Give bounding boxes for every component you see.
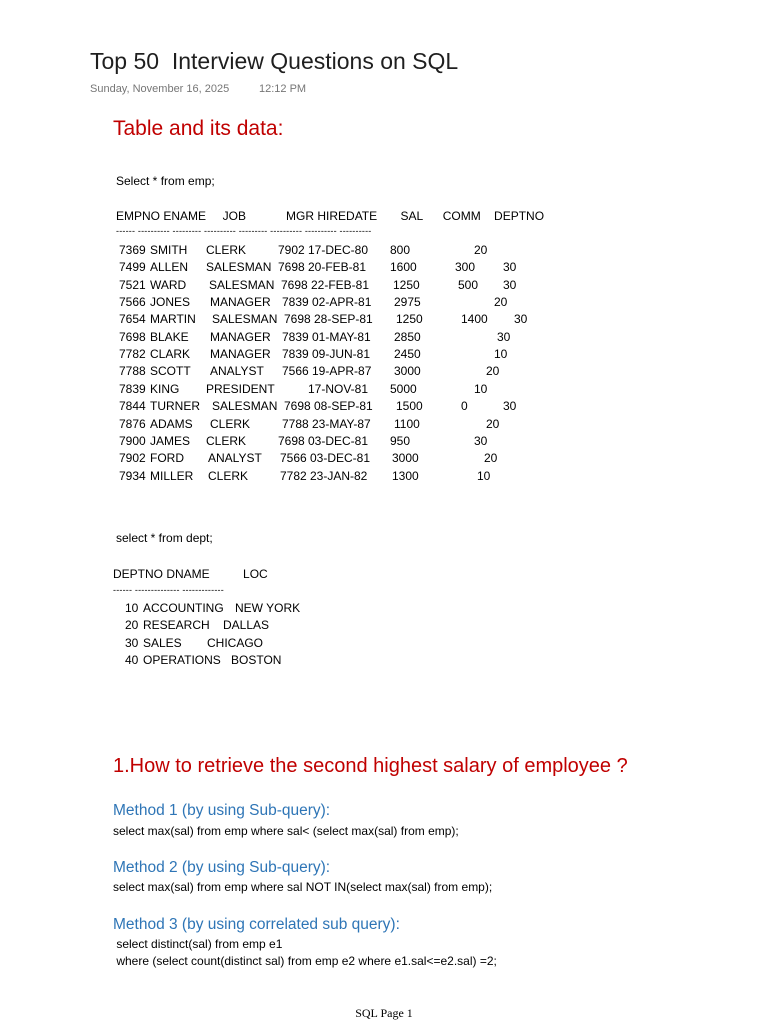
emp-cell-job: PRESIDENT bbox=[206, 381, 275, 396]
emp-cell-ename: MILLER bbox=[150, 468, 194, 483]
emp-cell-ename: ADAMS bbox=[150, 416, 193, 431]
emp-cell-sal: 1500 bbox=[396, 399, 423, 414]
emp-cell-mgr: 7839 bbox=[282, 329, 309, 344]
emp-cell-hiredate: 17-DEC-80 bbox=[308, 243, 369, 257]
emp-cell-sal: 5000 bbox=[390, 381, 417, 396]
emp-cell-empno: 7566 bbox=[119, 295, 146, 310]
emp-query: Select * from emp; bbox=[116, 174, 215, 188]
emp-cell-mgr: 7698 bbox=[278, 433, 305, 448]
emp-cell-mgr: 7698 bbox=[278, 260, 305, 275]
emp-cell-hiredate: 22-FEB-81 bbox=[311, 277, 370, 292]
method-1-title: Method 1 (by using Sub-query): bbox=[113, 802, 331, 819]
emp-cell-deptno: 30 bbox=[503, 277, 517, 292]
emp-cell-job: CLERK bbox=[208, 468, 249, 483]
emp-cell-ename: MARTIN bbox=[150, 312, 196, 327]
emp-cell-sal: 2975 bbox=[394, 295, 421, 310]
dept-cell-loc: CHICAGO bbox=[207, 635, 264, 650]
dept-cell-loc: NEW YORK bbox=[235, 601, 301, 615]
emp-divider: ------ ---------- --------- ---------- --------- ---------- ---------- ---------- bbox=[116, 226, 372, 236]
emp-cell-deptno: 30 bbox=[514, 312, 528, 327]
emp-cell-job: CLERK bbox=[206, 243, 247, 257]
emp-cell-hiredate: 03-DEC-81 bbox=[308, 433, 369, 448]
emp-cell-deptno: 20 bbox=[494, 295, 508, 310]
emp-cell-job: SALESMAN bbox=[212, 399, 278, 414]
emp-cell-ename: WARD bbox=[150, 277, 187, 292]
dept-cell-dname: RESEARCH bbox=[143, 618, 210, 633]
emp-cell-hiredate: 23-MAY-87 bbox=[312, 416, 371, 431]
emp-cell-mgr: 7788 bbox=[282, 416, 309, 431]
emp-cell-empno: 7698 bbox=[119, 329, 146, 344]
emp-cell-ename: SCOTT bbox=[150, 364, 191, 379]
dept-cell-loc: DALLAS bbox=[223, 618, 270, 633]
emp-cell-hiredate: 23-JAN-82 bbox=[310, 468, 368, 483]
emp-cell-ename: TURNER bbox=[150, 399, 200, 414]
dept-divider: ------ -------------- ------------- bbox=[113, 585, 224, 595]
emp-cell-sal: 800 bbox=[390, 243, 411, 257]
emp-cell-empno: 7902 bbox=[119, 451, 146, 466]
method-2-code: select max(sal) from emp where sal NOT IN(select max(sal) from emp); bbox=[113, 880, 493, 894]
emp-cell-job: SALESMAN bbox=[212, 312, 278, 327]
emp-cell-sal: 2850 bbox=[394, 329, 421, 344]
emp-cell-ename: KING bbox=[150, 381, 180, 396]
emp-cell-job: MANAGER bbox=[210, 295, 271, 310]
emp-cell-ename: ALLEN bbox=[150, 260, 189, 275]
page-footer: SQL Page 1 bbox=[355, 1006, 413, 1020]
emp-cell-hiredate: 03-DEC-81 bbox=[310, 451, 371, 466]
emp-cell-mgr: 7566 bbox=[282, 364, 309, 379]
page-date: Sunday, November 16, 2025 bbox=[90, 83, 230, 95]
emp-cell-ename: CLARK bbox=[150, 347, 191, 362]
emp-cell-job: SALESMAN bbox=[209, 277, 275, 292]
emp-cell-comm: 500 bbox=[458, 277, 479, 292]
emp-cell-deptno: 20 bbox=[474, 243, 488, 257]
emp-cell-job: CLERK bbox=[210, 416, 251, 431]
emp-cell-comm: 0 bbox=[461, 399, 468, 414]
emp-cell-job: SALESMAN bbox=[206, 260, 272, 275]
emp-cell-empno: 7934 bbox=[119, 468, 146, 483]
emp-cell-sal: 1600 bbox=[390, 260, 417, 275]
dept-cell-dname: ACCOUNTING bbox=[143, 601, 224, 615]
emp-cell-mgr: 7698 bbox=[284, 312, 311, 327]
emp-header: EMPNO ENAME JOB MGR HIREDATE SAL COMM DEPTNO bbox=[116, 209, 545, 223]
emp-cell-hiredate: 08-SEP-81 bbox=[314, 399, 373, 414]
emp-cell-mgr: 7698 bbox=[284, 399, 311, 414]
emp-cell-deptno: 20 bbox=[486, 364, 500, 379]
dept-header: DEPTNO DNAME LOC bbox=[113, 567, 268, 581]
emp-cell-hiredate: 02-APR-81 bbox=[312, 295, 372, 310]
emp-cell-sal: 1300 bbox=[392, 468, 419, 483]
emp-cell-mgr: 7902 bbox=[278, 243, 305, 257]
emp-cell-sal: 1250 bbox=[396, 312, 423, 327]
emp-cell-comm: 1400 bbox=[461, 312, 488, 327]
dept-query: select * from dept; bbox=[116, 531, 213, 545]
dept-cell-deptno: 10 bbox=[125, 601, 139, 615]
emp-cell-ename: JONES bbox=[150, 295, 191, 310]
emp-cell-sal: 3000 bbox=[392, 451, 419, 466]
emp-cell-deptno: 30 bbox=[503, 399, 517, 414]
emp-cell-sal: 1100 bbox=[394, 416, 420, 431]
emp-cell-hiredate: 28-SEP-81 bbox=[314, 312, 373, 327]
emp-cell-empno: 7900 bbox=[119, 433, 146, 448]
emp-cell-empno: 7369 bbox=[119, 243, 146, 257]
emp-cell-empno: 7782 bbox=[119, 347, 146, 362]
emp-cell-job: CLERK bbox=[206, 433, 247, 448]
method-3-code-line-2: where (select count(distinct sal) from emp e2 where e1.sal<=e2.sal) =2; bbox=[113, 954, 497, 968]
dept-cell-deptno: 20 bbox=[125, 618, 139, 633]
emp-cell-deptno: 10 bbox=[474, 381, 488, 396]
emp-cell-hiredate: 09-JUN-81 bbox=[312, 347, 371, 362]
emp-cell-mgr: 7698 bbox=[281, 277, 308, 292]
dept-cell-loc: BOSTON bbox=[231, 652, 282, 667]
emp-cell-empno: 7839 bbox=[119, 381, 146, 396]
emp-cell-hiredate: 01-MAY-81 bbox=[312, 329, 371, 344]
emp-cell-ename: JAMES bbox=[150, 433, 191, 448]
emp-cell-mgr: 7782 bbox=[280, 468, 307, 483]
emp-cell-job: MANAGER bbox=[210, 329, 271, 344]
emp-cell-job: ANALYST bbox=[208, 451, 262, 466]
emp-cell-empno: 7654 bbox=[119, 312, 146, 327]
emp-cell-sal: 2450 bbox=[394, 347, 421, 362]
emp-cell-hiredate: 17-NOV-81 bbox=[308, 381, 369, 396]
emp-cell-ename: FORD bbox=[150, 451, 184, 466]
emp-cell-sal: 1250 bbox=[393, 277, 420, 292]
emp-cell-comm: 300 bbox=[455, 260, 476, 275]
emp-cell-hiredate: 19-APR-87 bbox=[312, 364, 372, 379]
emp-cell-hiredate: 20-FEB-81 bbox=[308, 260, 367, 275]
dept-cell-deptno: 30 bbox=[125, 635, 139, 650]
method-3-code-line-1: select distinct(sal) from emp e1 bbox=[113, 937, 283, 951]
page-title: Top 50 Interview Questions on SQL bbox=[90, 48, 459, 74]
emp-cell-sal: 950 bbox=[390, 433, 411, 448]
emp-cell-mgr: 7839 bbox=[282, 347, 309, 362]
page-time: 12:12 PM bbox=[259, 83, 307, 95]
method-3-title: Method 3 (by using correlated sub query): bbox=[113, 916, 400, 933]
dept-cell-deptno: 40 bbox=[125, 652, 139, 667]
emp-cell-empno: 7521 bbox=[119, 277, 146, 292]
section-title: Table and its data: bbox=[113, 117, 284, 140]
dept-cell-dname: SALES bbox=[143, 635, 182, 650]
emp-cell-deptno: 30 bbox=[474, 433, 488, 448]
dept-cell-dname: OPERATIONS bbox=[143, 652, 221, 667]
question-1-title: 1.How to retrieve the second highest salary of employee ? bbox=[113, 755, 628, 777]
emp-cell-deptno: 10 bbox=[477, 468, 491, 483]
emp-cell-deptno: 20 bbox=[484, 451, 498, 466]
emp-cell-empno: 7788 bbox=[119, 364, 146, 379]
emp-cell-deptno: 30 bbox=[497, 329, 511, 344]
emp-cell-empno: 7876 bbox=[119, 416, 146, 431]
emp-cell-ename: SMITH bbox=[150, 243, 188, 257]
emp-cell-job: MANAGER bbox=[210, 347, 271, 362]
emp-cell-ename: BLAKE bbox=[150, 329, 189, 344]
emp-cell-mgr: 7839 bbox=[282, 295, 309, 310]
emp-cell-deptno: 20 bbox=[486, 416, 500, 431]
emp-cell-mgr: 7566 bbox=[280, 451, 307, 466]
emp-cell-sal: 3000 bbox=[394, 364, 421, 379]
emp-cell-empno: 7844 bbox=[119, 399, 146, 414]
emp-cell-job: ANALYST bbox=[210, 364, 264, 379]
method-2-title: Method 2 (by using Sub-query): bbox=[113, 859, 331, 876]
emp-cell-empno: 7499 bbox=[119, 260, 146, 275]
method-1-code: select max(sal) from emp where sal< (select max(sal) from emp); bbox=[113, 824, 459, 838]
emp-cell-deptno: 10 bbox=[494, 347, 508, 362]
emp-cell-deptno: 30 bbox=[503, 260, 517, 275]
